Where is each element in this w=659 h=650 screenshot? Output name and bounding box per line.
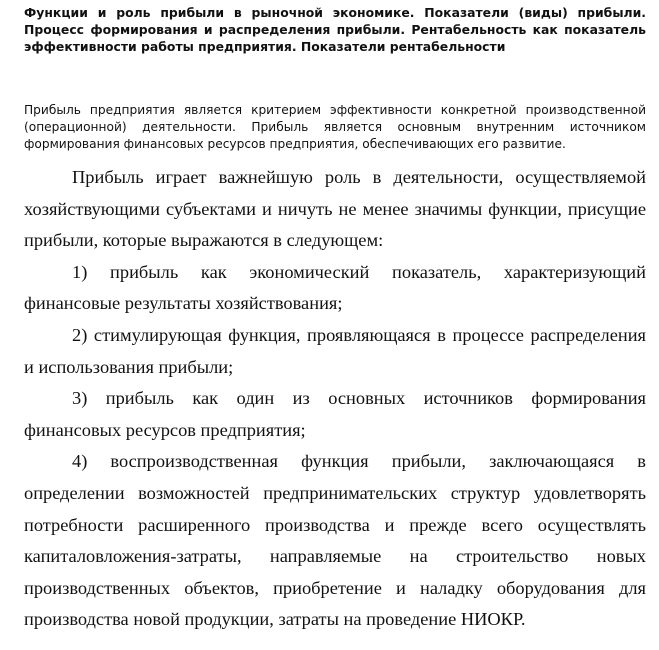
list-item-reproductive-function: 4) воспроизводственная функция прибыли, заключающаяся в определении возможностей предпринимательских структур удовлетворять потребности расширенного производства и прежде всего осуществлять капиталовложения-затраты, направляемые на строительство новых производственных объектов, приобретение и наладку оборудования для производства новой продукции, затраты на проведение НИОКР. <box>24 451 646 630</box>
list-item-economic-indicator: 1) прибыль как экономический показатель, характеризующий финансовые результаты хозяйствования; <box>24 261 646 314</box>
list-item-financial-source: 3) прибыль как один из основных источников формирования финансовых ресурсов предприятия; <box>24 388 646 440</box>
intro-paragraph: Прибыль предприятия является критерием эффективности конкретной производственной (операционной) деятельности. Прибыль является основным внутренним источником формирования финансовых ресурсов предприятия, обеспечивающих его развитие. <box>24 103 646 151</box>
body-text <box>24 162 646 636</box>
document-page <box>24 4 646 636</box>
document-heading: Функции и роль прибыли в рыночной экономике. Показатели (виды) прибыли. Процесс формирования и распределения прибыли. Рентабельность как показатель эффективности работы предприятия. Показатели рентабельности <box>24 5 646 54</box>
list-item-stimulating-function: 2) стимулирующая функция, проявляющаяся в процессе распределения и использования прибыли; <box>24 324 646 377</box>
paragraph-role-of-profit: Прибыль играет важнейшую роль в деятельности, осуществляемой хозяйствующими субъектами и ничуть не менее значимы функции, присущие прибыли, которые выражаются в следующем: <box>24 167 646 251</box>
